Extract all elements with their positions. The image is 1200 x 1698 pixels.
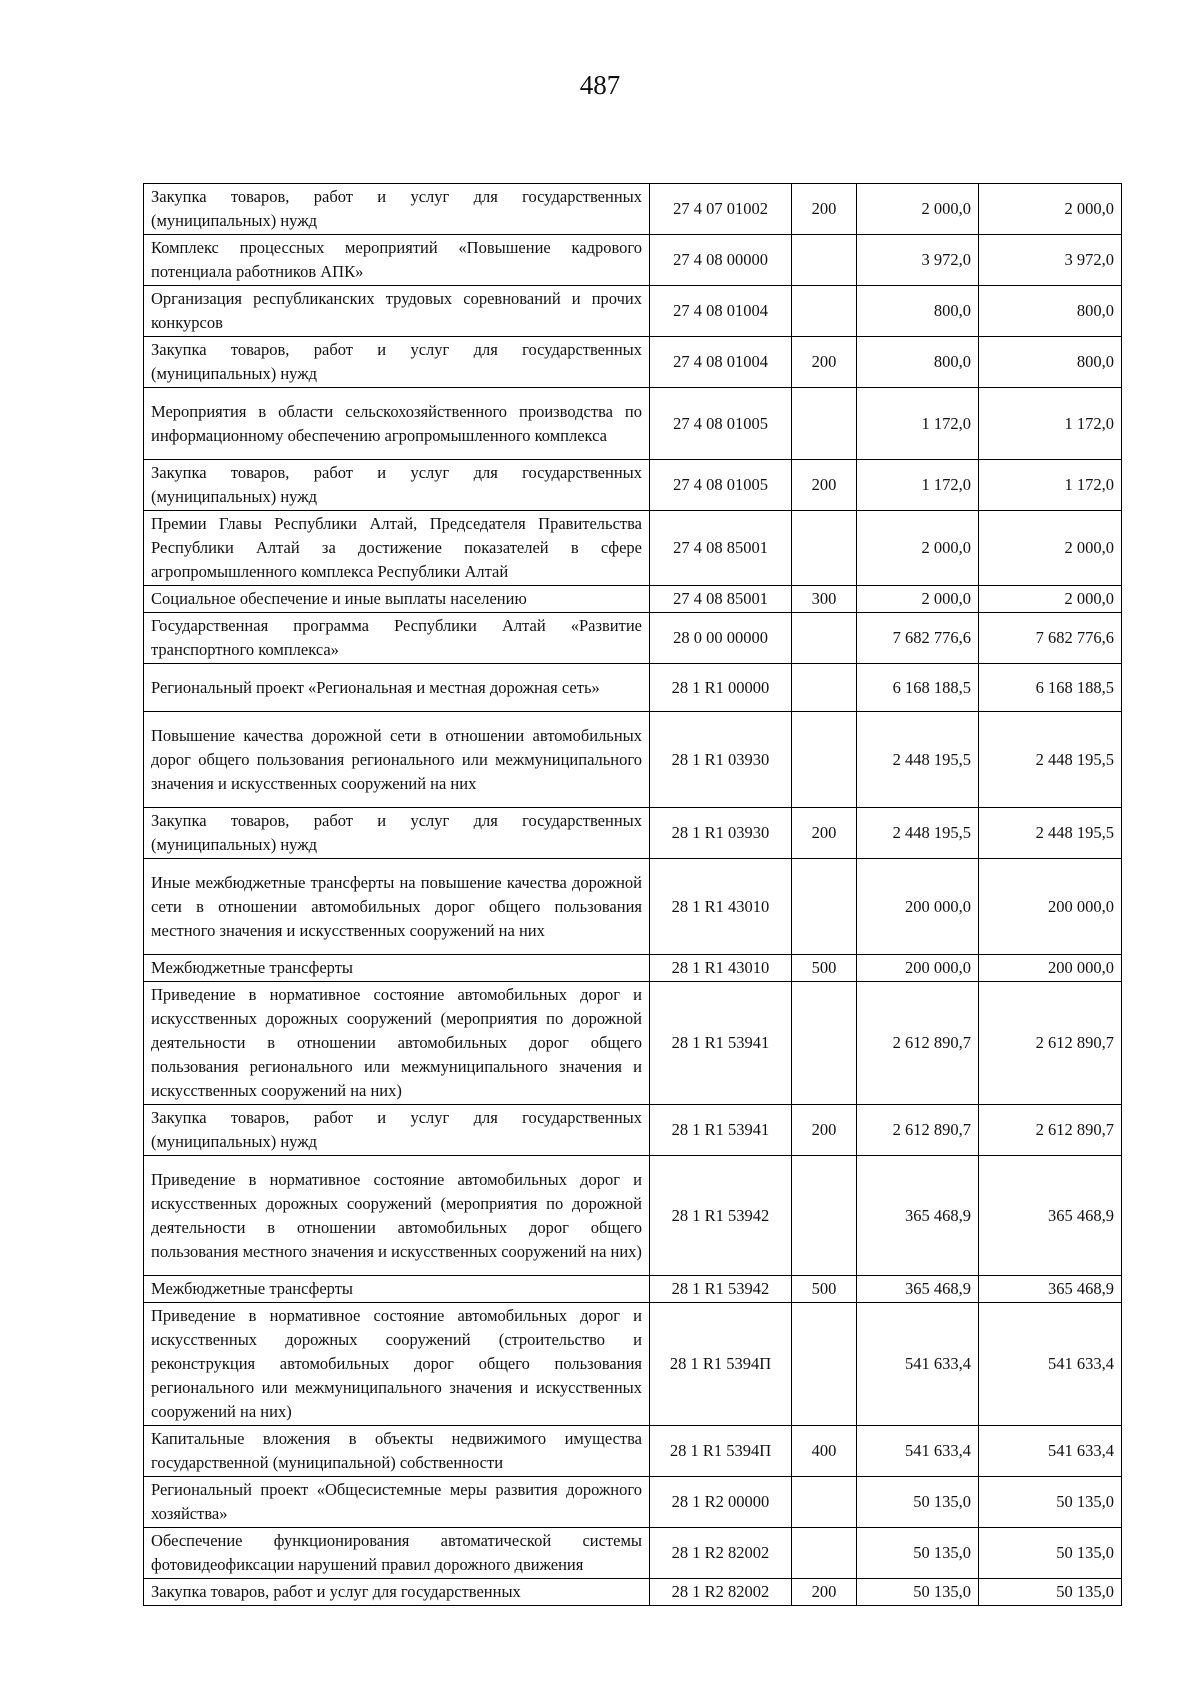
row-sum1-cell: 200 000,0	[857, 859, 979, 955]
row-sum2-cell: 2 448 195,5	[979, 712, 1122, 808]
row-sum2-cell: 6 168 188,5	[979, 664, 1122, 712]
row-name-cell: Комплекс процессных мероприятий «Повышение кадрового потенциала работников АПК»	[144, 235, 650, 286]
row-sum2-cell: 2 612 890,7	[979, 1105, 1122, 1156]
row-sum2-cell: 541 633,4	[979, 1426, 1122, 1477]
page-number: 487	[579, 70, 621, 100]
table-row	[144, 388, 1122, 460]
row-code-cell: 28 1 R1 53942	[650, 1156, 792, 1276]
row-type-cell	[792, 859, 857, 955]
row-sum2-cell: 200 000,0	[979, 955, 1122, 982]
row-sum1-cell: 2 612 890,7	[857, 982, 979, 1105]
table-row	[144, 1426, 1122, 1477]
table-row	[144, 1528, 1122, 1579]
row-code-cell: 27 4 08 85001	[650, 586, 792, 613]
row-code-cell: 27 4 07 01002	[650, 184, 792, 235]
row-type-cell: 200	[792, 337, 857, 388]
table-row	[144, 808, 1122, 859]
row-name-cell: Межбюджетные трансферты	[144, 955, 650, 982]
row-type-cell: 500	[792, 955, 857, 982]
row-code-cell: 28 1 R2 82002	[650, 1528, 792, 1579]
row-type-cell	[792, 511, 857, 586]
row-type-cell: 200	[792, 808, 857, 859]
row-type-cell: 200	[792, 1579, 857, 1606]
row-type-cell	[792, 1303, 857, 1426]
row-sum1-cell: 2 000,0	[857, 586, 979, 613]
table-row	[144, 337, 1122, 388]
table-row	[144, 460, 1122, 511]
table-row	[144, 1303, 1122, 1426]
row-sum2-cell: 800,0	[979, 337, 1122, 388]
row-type-cell: 200	[792, 1105, 857, 1156]
table-row	[144, 1276, 1122, 1303]
row-name-cell: Закупка товаров, работ и услуг для государственных (муниципальных) нужд	[144, 460, 650, 511]
table-row	[144, 286, 1122, 337]
row-name-cell: Повышение качества дорожной сети в отношении автомобильных дорог общего пользования регионального или межмуниципального значения и искусственных сооружений на них	[144, 712, 650, 808]
row-code-cell: 28 0 00 00000	[650, 613, 792, 664]
row-type-cell	[792, 286, 857, 337]
table-row	[144, 1105, 1122, 1156]
row-type-cell	[792, 1477, 857, 1528]
table-row	[144, 184, 1122, 235]
row-code-cell: 28 1 R1 5394П	[650, 1426, 792, 1477]
row-sum1-cell: 541 633,4	[857, 1303, 979, 1426]
row-code-cell: 28 1 R1 43010	[650, 859, 792, 955]
row-name-cell: Обеспечение функционирования автоматической системы фотовидеофиксации нарушений правил дорожного движения	[144, 1528, 650, 1579]
row-sum2-cell: 365 468,9	[979, 1156, 1122, 1276]
row-type-cell	[792, 1156, 857, 1276]
row-code-cell: 28 1 R1 53941	[650, 982, 792, 1105]
row-code-cell: 27 4 08 00000	[650, 235, 792, 286]
row-sum1-cell: 2 000,0	[857, 184, 979, 235]
row-code-cell: 28 1 R1 43010	[650, 955, 792, 982]
row-sum2-cell: 50 135,0	[979, 1579, 1122, 1606]
table-row	[144, 613, 1122, 664]
row-code-cell: 28 1 R1 00000	[650, 664, 792, 712]
row-type-cell	[792, 712, 857, 808]
row-name-cell: Закупка товаров, работ и услуг для государственных (муниципальных) нужд	[144, 808, 650, 859]
row-type-cell	[792, 982, 857, 1105]
row-name-cell: Иные межбюджетные трансферты на повышение качества дорожной сети в отношении автомобильных дорог общего пользования местного значения и искусственных сооружений на них	[144, 859, 650, 955]
row-sum1-cell: 6 168 188,5	[857, 664, 979, 712]
row-type-cell: 200	[792, 460, 857, 511]
row-sum1-cell: 50 135,0	[857, 1477, 979, 1528]
table-row	[144, 664, 1122, 712]
row-name-cell: Региональный проект «Общесистемные меры развития дорожного хозяйства»	[144, 1477, 650, 1528]
row-code-cell: 28 1 R1 03930	[650, 712, 792, 808]
table-row	[144, 1579, 1122, 1606]
row-sum1-cell: 3 972,0	[857, 235, 979, 286]
row-sum2-cell: 2 448 195,5	[979, 808, 1122, 859]
row-type-cell: 400	[792, 1426, 857, 1477]
row-sum1-cell: 1 172,0	[857, 460, 979, 511]
row-name-cell: Региональный проект «Региональная и местная дорожная сеть»	[144, 664, 650, 712]
row-sum1-cell: 541 633,4	[857, 1426, 979, 1477]
row-name-cell: Приведение в нормативное состояние автомобильных дорог и искусственных дорожных сооружений (строительство и реконструкция автомобильных дорог общего пользования регионального или межмуниципального значения и искусственных сооружений на них)	[144, 1303, 650, 1426]
row-sum2-cell: 3 972,0	[979, 235, 1122, 286]
row-code-cell: 27 4 08 01004	[650, 286, 792, 337]
row-name-cell: Капитальные вложения в объекты недвижимого имущества государственной (муниципальной) собственности	[144, 1426, 650, 1477]
row-sum1-cell: 7 682 776,6	[857, 613, 979, 664]
row-sum1-cell: 50 135,0	[857, 1579, 979, 1606]
row-sum2-cell: 1 172,0	[979, 460, 1122, 511]
row-sum1-cell: 800,0	[857, 337, 979, 388]
row-code-cell: 27 4 08 85001	[650, 511, 792, 586]
table-row	[144, 859, 1122, 955]
row-sum2-cell: 200 000,0	[979, 859, 1122, 955]
row-name-cell: Закупка товаров, работ и услуг для государственных (муниципальных) нужд	[144, 184, 650, 235]
row-code-cell: 28 1 R2 82002	[650, 1579, 792, 1606]
table-row	[144, 1477, 1122, 1528]
row-code-cell: 28 1 R1 5394П	[650, 1303, 792, 1426]
row-sum1-cell: 50 135,0	[857, 1528, 979, 1579]
row-sum2-cell: 7 682 776,6	[979, 613, 1122, 664]
table-row	[144, 511, 1122, 586]
row-sum1-cell: 2 448 195,5	[857, 808, 979, 859]
row-type-cell	[792, 664, 857, 712]
row-code-cell: 27 4 08 01005	[650, 460, 792, 511]
row-name-cell: Государственная программа Республики Алтай «Развитие транспортного комплекса»	[144, 613, 650, 664]
table-row	[144, 1156, 1122, 1276]
row-sum2-cell: 2 612 890,7	[979, 982, 1122, 1105]
row-name-cell: Приведение в нормативное состояние автомобильных дорог и искусственных дорожных сооружений (мероприятия по дорожной деятельности в отношении автомобильных дорог общего пользования местного значения и искусственных сооружений на них)	[144, 1156, 650, 1276]
row-name-cell: Закупка товаров, работ и услуг для государственных (муниципальных) нужд	[144, 337, 650, 388]
table-row	[144, 982, 1122, 1105]
row-name-cell: Закупка товаров, работ и услуг для государственных	[144, 1579, 650, 1606]
row-name-cell: Социальное обеспечение и иные выплаты населению	[144, 586, 650, 613]
row-code-cell: 28 1 R1 53942	[650, 1276, 792, 1303]
row-name-cell: Приведение в нормативное состояние автомобильных дорог и искусственных дорожных сооружений (мероприятия по дорожной деятельности в отношении автомобильных дорог общего пользования регионального или межмуниципального значения и искусственных сооружений на них)	[144, 982, 650, 1105]
budget-table	[143, 183, 1122, 1606]
row-name-cell: Межбюджетные трансферты	[144, 1276, 650, 1303]
row-sum2-cell: 1 172,0	[979, 388, 1122, 460]
row-sum2-cell: 50 135,0	[979, 1528, 1122, 1579]
row-code-cell: 27 4 08 01004	[650, 337, 792, 388]
row-sum2-cell: 50 135,0	[979, 1477, 1122, 1528]
row-sum2-cell: 800,0	[979, 286, 1122, 337]
row-type-cell	[792, 1528, 857, 1579]
row-sum2-cell: 2 000,0	[979, 184, 1122, 235]
row-name-cell: Премии Главы Республики Алтай, Председателя Правительства Республики Алтай за достижение показателей в сфере агропромышленного комплекса Республики Алтай	[144, 511, 650, 586]
row-name-cell: Закупка товаров, работ и услуг для государственных (муниципальных) нужд	[144, 1105, 650, 1156]
row-type-cell: 200	[792, 184, 857, 235]
row-type-cell	[792, 235, 857, 286]
row-sum2-cell: 541 633,4	[979, 1303, 1122, 1426]
row-sum1-cell: 365 468,9	[857, 1156, 979, 1276]
row-name-cell: Мероприятия в области сельскохозяйственного производства по информационному обеспечению агропромышленного комплекса	[144, 388, 650, 460]
row-sum2-cell: 2 000,0	[979, 511, 1122, 586]
row-code-cell: 28 1 R2 00000	[650, 1477, 792, 1528]
budget-table-body	[144, 184, 1122, 1606]
row-sum2-cell: 365 468,9	[979, 1276, 1122, 1303]
row-sum1-cell: 200 000,0	[857, 955, 979, 982]
row-code-cell: 27 4 08 01005	[650, 388, 792, 460]
row-type-cell: 500	[792, 1276, 857, 1303]
row-sum1-cell: 2 612 890,7	[857, 1105, 979, 1156]
row-sum1-cell: 800,0	[857, 286, 979, 337]
row-sum1-cell: 2 448 195,5	[857, 712, 979, 808]
table-row	[144, 955, 1122, 982]
row-sum1-cell: 365 468,9	[857, 1276, 979, 1303]
row-type-cell: 300	[792, 586, 857, 613]
row-name-cell: Организация республиканских трудовых соревнований и прочих конкурсов	[144, 286, 650, 337]
row-sum1-cell: 1 172,0	[857, 388, 979, 460]
row-sum1-cell: 2 000,0	[857, 511, 979, 586]
row-type-cell	[792, 388, 857, 460]
row-code-cell: 28 1 R1 53941	[650, 1105, 792, 1156]
row-code-cell: 28 1 R1 03930	[650, 808, 792, 859]
table-row	[144, 586, 1122, 613]
row-sum2-cell: 2 000,0	[979, 586, 1122, 613]
row-type-cell	[792, 613, 857, 664]
table-row	[144, 712, 1122, 808]
table-row	[144, 235, 1122, 286]
